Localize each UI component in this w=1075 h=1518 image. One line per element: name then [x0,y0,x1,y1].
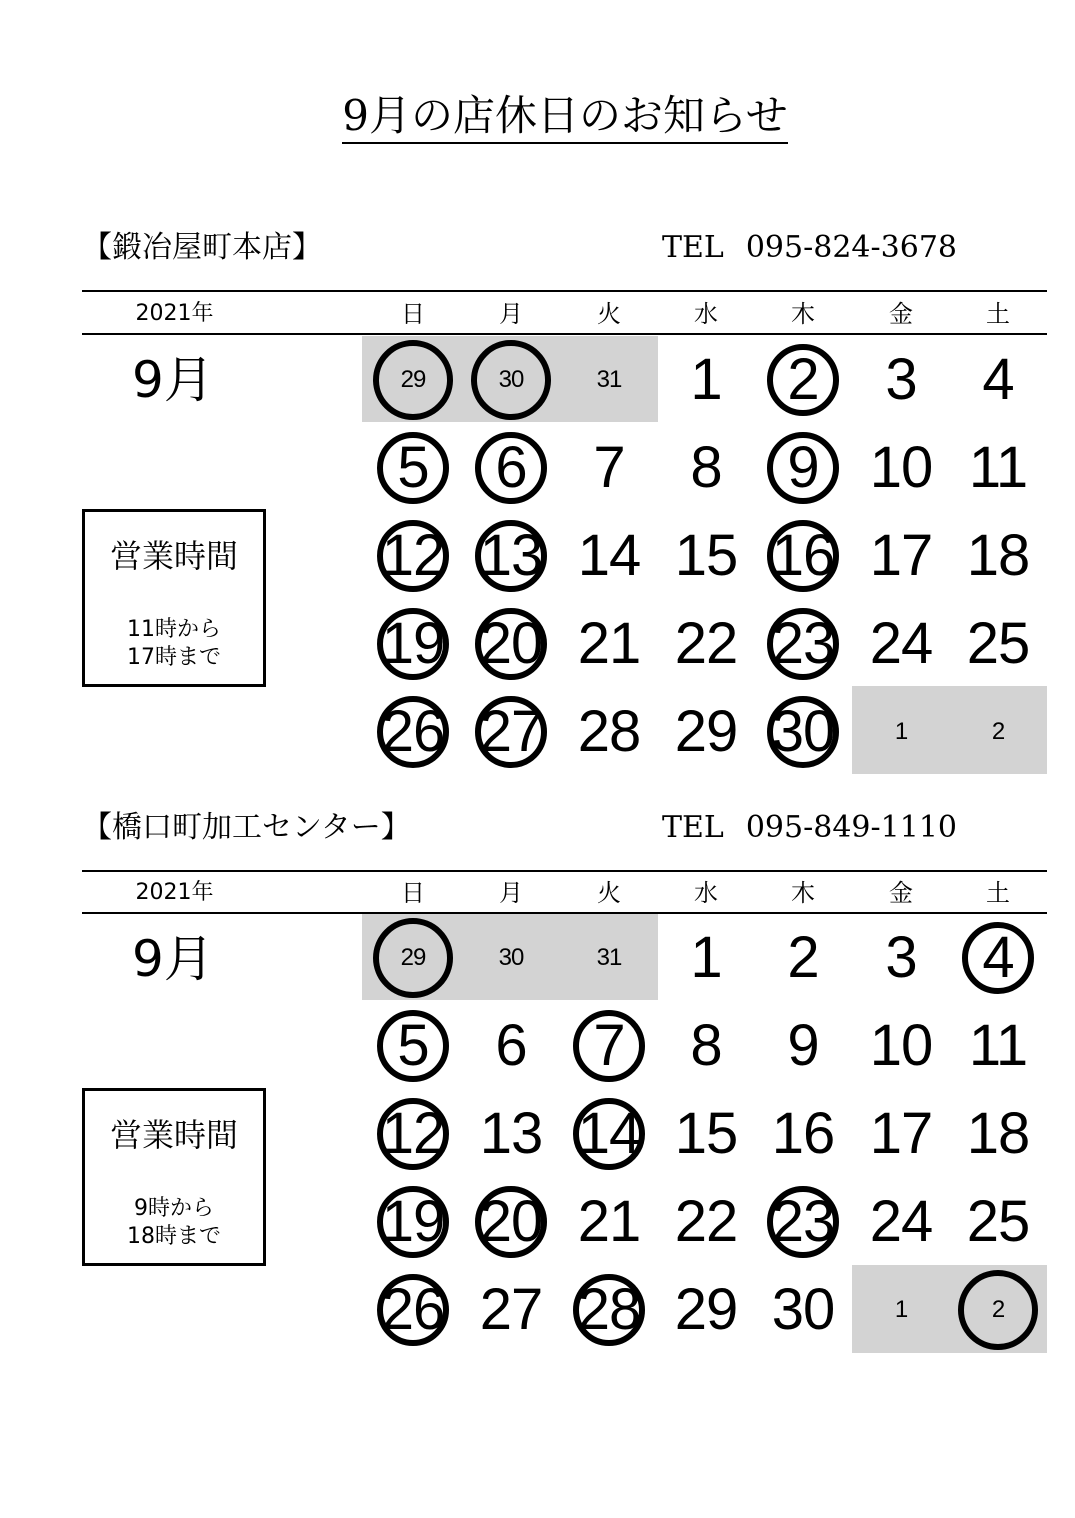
day-number: 30 [498,944,524,971]
day-number: 18 [966,523,1030,588]
day-number: 19 [381,1189,445,1254]
day-cell [755,1002,851,1090]
closed-day-cell [365,600,461,688]
day-cell [950,424,1046,512]
day-cell [561,336,657,424]
day-cell [658,424,754,512]
closed-day-cell [463,336,559,424]
day-number: 22 [674,611,738,676]
day-cell [561,914,657,1002]
closed-day-cell [463,512,559,600]
day-number: 6 [495,1013,527,1078]
page-title [0,88,1075,144]
store-tel [662,228,957,268]
business-hours-box [82,509,266,687]
day-number: 13 [479,523,543,588]
day-number: 19 [381,611,445,676]
day-number: 29 [674,699,738,764]
day-cell [950,600,1046,688]
closed-day-cell [561,1266,657,1354]
day-number: 10 [869,1013,933,1078]
day-cell [853,1002,949,1090]
day-number: 14 [577,523,641,588]
closed-day-cell [365,914,461,1002]
closed-day-cell [950,1266,1046,1354]
closed-day-cell [755,336,851,424]
day-number: 14 [577,1101,641,1166]
day-cell [463,1002,559,1090]
day-number: 3 [885,347,917,412]
day-number: 29 [674,1277,738,1342]
day-number: 11 [968,1013,1028,1078]
day-number: 16 [771,1101,835,1166]
day-number: 6 [495,435,527,500]
day-cell [658,914,754,1002]
closed-day-cell [365,1178,461,1266]
day-cell [463,1266,559,1354]
store-name: 【橋口町加工センター】 [82,810,411,845]
store-name: 【鍛冶屋町本店】 [82,230,322,265]
day-cell [561,512,657,600]
closed-day-cell [365,1002,461,1090]
day-number: 15 [674,523,738,588]
day-cell [463,1090,559,1178]
weekday-label: 水 [694,300,718,328]
day-cell [561,600,657,688]
day-number: 5 [397,435,429,500]
weekday-label: 火 [597,879,621,907]
closed-day-cell [950,914,1046,1002]
day-cell [658,1090,754,1178]
header-top-rule [82,290,1047,292]
day-number: 1 [690,925,722,990]
day-number: 8 [690,435,722,500]
day-cell [853,600,949,688]
day-number: 8 [690,1013,722,1078]
day-number: 30 [498,366,524,393]
weekday-label: 火 [597,300,621,328]
day-number: 21 [577,611,641,676]
day-number: 17 [869,523,933,588]
weekday-label: 木 [791,300,815,328]
day-cell [853,688,949,776]
day-cell [658,688,754,776]
business-hours-title: 営業時間 [109,537,238,575]
day-number: 15 [674,1101,738,1166]
day-cell [853,336,949,424]
day-number: 4 [982,925,1014,990]
day-number: 30 [771,1277,835,1342]
day-number: 26 [381,699,445,764]
day-cell [755,1090,851,1178]
store-tel [662,808,957,848]
day-cell [755,1266,851,1354]
day-number: 1 [894,1296,908,1323]
day-cell [755,914,851,1002]
closed-day-cell [463,688,559,776]
weekday-label: 土 [986,300,1010,328]
day-number: 3 [885,925,917,990]
day-number: 26 [381,1277,445,1342]
header-top-rule [82,870,1047,872]
day-cell [658,512,754,600]
closed-day-cell [561,1002,657,1090]
day-number: 5 [397,1013,429,1078]
day-number: 2 [991,1296,1005,1323]
day-number: 25 [966,611,1030,676]
day-number: 21 [577,1189,641,1254]
day-number: 28 [577,699,641,764]
closed-day-cell [365,512,461,600]
closed-day-cell [463,424,559,512]
closed-day-cell [365,1266,461,1354]
day-cell [950,336,1046,424]
weekday-label: 日 [401,300,425,328]
day-number: 1 [894,718,908,745]
day-cell [950,1090,1046,1178]
day-cell [853,1090,949,1178]
day-number: 7 [593,435,625,500]
closed-day-cell [463,1178,559,1266]
closed-day-cell [755,424,851,512]
day-number: 31 [596,944,622,971]
day-cell [658,1266,754,1354]
day-number: 31 [596,366,622,393]
day-number: 7 [593,1013,625,1078]
calendar-month: 9月 [132,930,214,988]
day-number: 29 [400,366,426,393]
calendar-month: 9月 [132,351,214,409]
day-number: 24 [869,611,933,676]
day-number: 20 [479,1189,543,1254]
day-cell [658,336,754,424]
day-number: 27 [479,1277,543,1342]
day-cell [561,688,657,776]
weekday-label: 木 [791,879,815,907]
closed-day-cell [365,688,461,776]
tel-number: 095-849-1110 [745,810,957,845]
closed-day-cell [755,512,851,600]
day-number: 9 [787,1013,819,1078]
day-number: 2 [787,347,819,412]
day-cell [950,512,1046,600]
day-cell [853,1178,949,1266]
weekday-label: 水 [694,879,718,907]
day-cell [853,512,949,600]
day-number: 25 [966,1189,1030,1254]
page-title-text: 9月の店休日のお知らせ [342,91,787,144]
day-number: 12 [381,1101,445,1166]
day-number: 2 [991,718,1005,745]
day-number: 2 [787,925,819,990]
day-number: 24 [869,1189,933,1254]
day-number: 9 [787,435,819,500]
day-number: 4 [982,347,1014,412]
day-cell [658,600,754,688]
weekday-label: 月 [499,879,523,907]
day-cell [950,1002,1046,1090]
day-number: 23 [771,611,835,676]
day-number: 10 [869,435,933,500]
day-number: 17 [869,1101,933,1166]
calendar-year: 2021年 [135,301,214,326]
day-cell [561,1178,657,1266]
weekday-label: 金 [889,300,913,328]
tel-label: TEL [662,810,724,845]
day-number: 11 [968,435,1028,500]
weekday-label: 月 [499,300,523,328]
calendar-year: 2021年 [135,880,214,905]
day-cell [463,914,559,1002]
day-cell [950,688,1046,776]
closed-day-cell [755,688,851,776]
day-cell [658,1002,754,1090]
weekday-label: 土 [986,879,1010,907]
closed-day-cell [365,424,461,512]
day-cell [853,424,949,512]
weekday-label: 金 [889,879,913,907]
business-hours-box [82,1088,266,1266]
day-number: 27 [479,699,543,764]
day-number: 28 [577,1277,641,1342]
day-number: 13 [479,1101,543,1166]
day-number: 1 [690,347,722,412]
day-number: 16 [771,523,835,588]
day-number: 22 [674,1189,738,1254]
day-number: 23 [771,1189,835,1254]
business-hours-time: 9時から 18時まで [127,1196,221,1249]
day-cell [658,1178,754,1266]
closed-day-cell [365,336,461,424]
day-number: 30 [771,699,835,764]
day-number: 18 [966,1101,1030,1166]
closed-day-cell [561,1090,657,1178]
day-cell [853,914,949,1002]
day-cell [950,1178,1046,1266]
day-number: 29 [400,944,426,971]
business-hours-title: 営業時間 [109,1116,238,1154]
day-number: 20 [479,611,543,676]
day-cell [853,1266,949,1354]
closed-day-cell [755,1178,851,1266]
day-number: 12 [381,523,445,588]
business-hours-time: 11時から 17時まで [127,617,221,670]
tel-label: TEL [662,230,724,265]
closed-day-cell [463,600,559,688]
weekday-label: 日 [401,879,425,907]
day-cell [561,424,657,512]
closed-day-cell [365,1090,461,1178]
tel-number: 095-824-3678 [745,230,957,265]
closed-day-cell [755,600,851,688]
